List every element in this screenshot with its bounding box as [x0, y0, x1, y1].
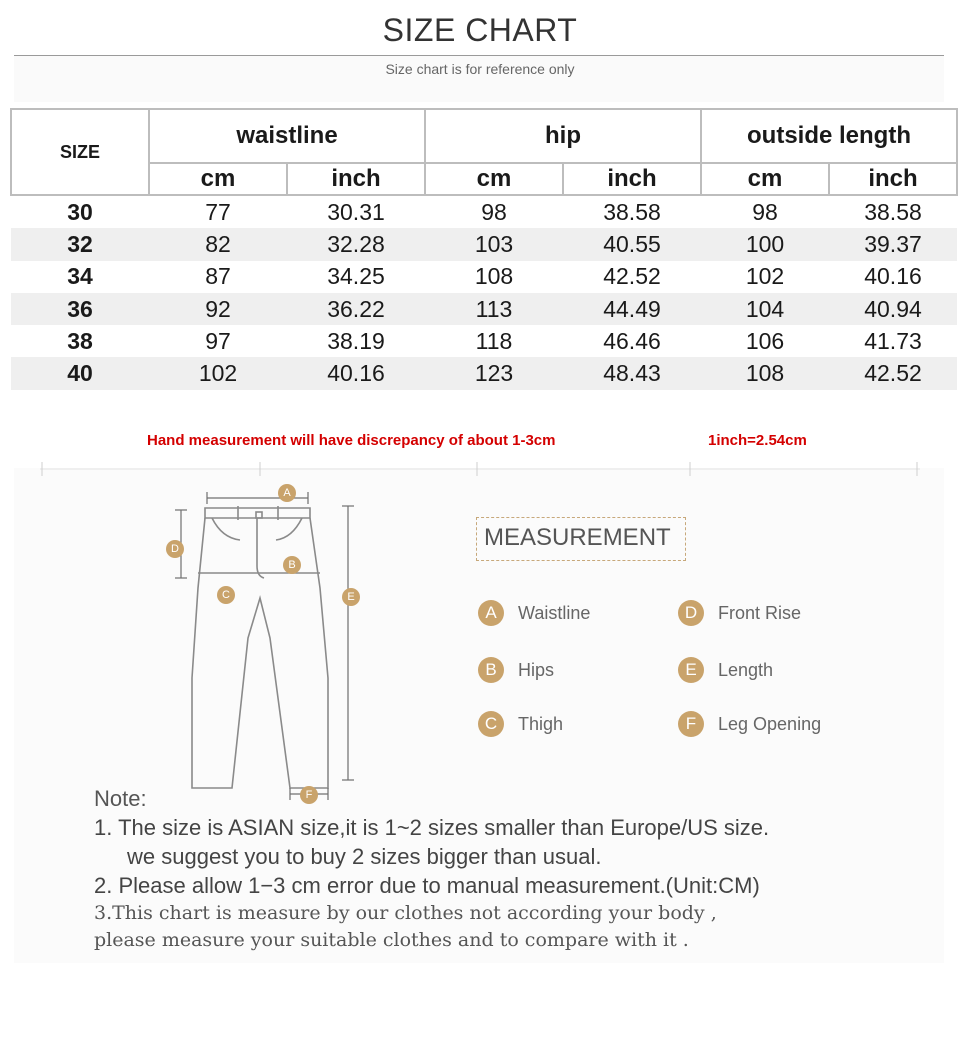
table-cell: 42.52: [829, 357, 957, 389]
waistline-header: waistline: [149, 109, 425, 163]
size-cell: 38: [67, 327, 93, 354]
table-unit-row: [11, 163, 957, 195]
table-cell: 34.25: [327, 263, 385, 290]
inch-conversion-note: 1inch=2.54cm: [708, 432, 807, 449]
letter-f-icon: F: [678, 711, 704, 737]
table-cell: 87: [205, 263, 231, 290]
legend-item-leg-opening: [678, 711, 821, 737]
letter-a-icon: A: [478, 600, 504, 626]
table-cell: 36.22: [287, 293, 425, 325]
legend-item-thigh: [478, 711, 563, 737]
size-cell: 32: [11, 228, 149, 260]
page-subtitle: Size chart is for reference only: [385, 61, 575, 77]
table-cell: 102: [745, 263, 785, 290]
table-cell: 40.55: [563, 228, 701, 260]
table-cell: 44.49: [563, 293, 701, 325]
letter-c-icon: C: [478, 711, 504, 737]
marker-b-icon: B: [283, 556, 301, 574]
marker-e-icon: E: [342, 588, 360, 606]
table-cell: 97: [205, 327, 231, 354]
table-cell: 108: [701, 357, 829, 389]
table-cell: 30.31: [327, 198, 385, 225]
marker-c-icon: C: [217, 586, 235, 604]
page-title: SIZE CHART: [382, 12, 578, 48]
note-line-1b: we suggest you to buy 2 sizes bigger than usual.: [127, 844, 602, 869]
measurement-title: MEASUREMENT: [484, 524, 671, 551]
legend-item-front-rise: [678, 600, 801, 626]
size-table: [10, 108, 958, 390]
table-row: [11, 325, 957, 357]
legend-label: Front Rise: [718, 602, 802, 623]
size-cell: 34: [67, 263, 93, 290]
note-line-3: 3.This chart is measure by our clothes not according your body ,: [94, 902, 717, 924]
table-cell: 118: [475, 327, 513, 354]
letter-d-icon: D: [678, 600, 704, 626]
table-row: [11, 261, 957, 293]
tick-divider: [40, 462, 920, 476]
legend-label: Length: [718, 659, 774, 680]
table-row: [11, 228, 957, 260]
marker-f-icon: F: [300, 786, 318, 804]
table-row: [11, 293, 957, 325]
legend-item-length: [678, 657, 773, 683]
legend-item-waistline: [478, 600, 590, 626]
table-cell: 40.16: [864, 263, 922, 290]
table-cell: 42.52: [603, 263, 661, 290]
unit-header: cm: [425, 163, 563, 195]
unit-header: inch: [829, 163, 957, 195]
table-cell: 113: [425, 293, 563, 325]
table-cell: 38.19: [327, 327, 385, 354]
table-cell: 48.43: [563, 357, 701, 389]
note-line-3b: please measure your suitable clothes and to compare with it .: [94, 929, 689, 951]
legend-label: Waistline: [518, 602, 591, 623]
size-cell: 30: [67, 198, 93, 225]
letter-e-icon: E: [678, 657, 704, 683]
table-cell: 98: [752, 198, 778, 225]
table-cell: 32.28: [287, 228, 425, 260]
legend-item-hips: [478, 657, 554, 683]
table-cell: 46.46: [603, 327, 661, 354]
table-cell: 77: [205, 198, 231, 225]
table-header-row: [11, 109, 957, 163]
marker-d-icon: D: [166, 540, 184, 558]
size-column-header: SIZE: [11, 109, 149, 195]
note-line-2: 2. Please allow 1−3 cm error due to manual measurement.(Unit:CM): [94, 873, 760, 898]
table-row: [11, 195, 957, 228]
table-cell: 82: [149, 228, 287, 260]
table-cell: 38.58: [603, 198, 661, 225]
size-cell: 36: [11, 293, 149, 325]
table-cell: 102: [149, 357, 287, 389]
unit-header: inch: [563, 163, 701, 195]
title-divider: [14, 55, 944, 56]
table-cell: 38.58: [864, 198, 922, 225]
table-cell: 40.94: [829, 293, 957, 325]
size-cell: 40: [11, 357, 149, 389]
notes-title: Note:: [94, 786, 147, 811]
unit-header: cm: [701, 163, 829, 195]
table-cell: 92: [149, 293, 287, 325]
table-row: [11, 357, 957, 389]
pants-diagram: [160, 478, 380, 808]
table-cell: 123: [425, 357, 563, 389]
unit-header: inch: [287, 163, 425, 195]
table-cell: 103: [425, 228, 563, 260]
legend-label: Hips: [518, 659, 555, 680]
hip-header: hip: [425, 109, 701, 163]
table-cell: 40.16: [287, 357, 425, 389]
marker-a-icon: A: [278, 484, 296, 502]
legend-label: Leg Opening: [718, 713, 822, 734]
table-cell: 100: [701, 228, 829, 260]
table-cell: 41.73: [864, 327, 922, 354]
table-cell: 108: [474, 263, 514, 290]
table-cell: 98: [481, 198, 507, 225]
unit-header: cm: [149, 163, 287, 195]
table-cell: 106: [745, 327, 785, 354]
discrepancy-warning: Hand measurement will have discrepancy of about 1-3cm: [147, 432, 556, 449]
outside-length-header: outside length: [701, 109, 957, 163]
letter-b-icon: B: [478, 657, 504, 683]
legend-label: Thigh: [518, 713, 564, 734]
note-line-1: 1. The size is ASIAN size,it is 1~2 sizes smaller than Europe/US size.: [94, 815, 770, 840]
table-cell: 104: [701, 293, 829, 325]
table-cell: 39.37: [829, 228, 957, 260]
